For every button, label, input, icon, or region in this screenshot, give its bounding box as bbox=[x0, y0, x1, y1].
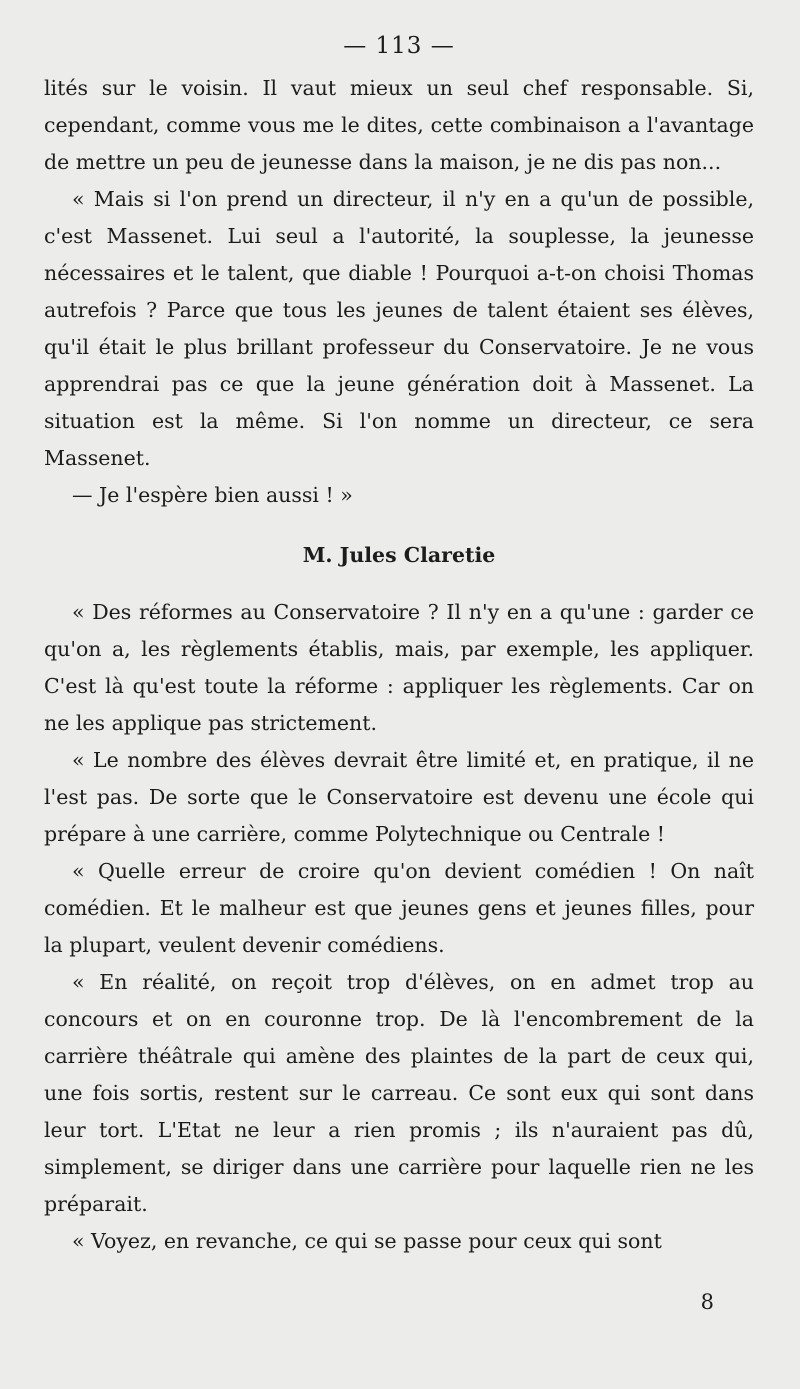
body-text bbox=[44, 70, 754, 1260]
paragraph: « Quelle erreur de croire qu'on devient comédien ! On naît comédien. Et le malheur est que jeunes gens et jeunes filles, pour la plupart, veulent devenir comédiens. bbox=[44, 859, 754, 957]
signature-mark: 8 bbox=[700, 1290, 714, 1314]
paragraph: lités sur le voisin. Il vaut mieux un seul chef responsable. Si, cependant, comme vous me le dites, cette combinaison a l'avantage de mettre un peu de jeunesse dans la maison, je ne dis pas non... bbox=[44, 76, 754, 174]
paragraph: « Mais si l'on prend un directeur, il n'y en a qu'un de possible, c'est Massenet. Lui seul a l'autorité, la souplesse, la jeunesse nécessaires et le talent, que diable ! Pourquoi a-t-on choisi Thomas autrefois ? Parce que tous les jeunes de talent étaient ses élèves, qu'il était le plus brillant professeur du Conservatoire. Je ne vous apprendrai pas ce que la jeune génération doit à Massenet. La situation est la même. Si l'on nomme un directeur, ce sera Massenet. bbox=[44, 187, 754, 470]
paragraph: — Je l'espère bien aussi ! » bbox=[72, 483, 353, 507]
section-heading: M. Jules Claretie bbox=[302, 543, 496, 567]
paragraph: « Le nombre des élèves devrait être limité et, en pratique, il ne l'est pas. De sorte que le Conservatoire est devenu une école qui prépare à une carrière, comme Polytechnique ou Centrale ! bbox=[44, 748, 754, 846]
paragraph: « En réalité, on reçoit trop d'élèves, on en admet trop au concours et on en couronne trop. De là l'encombrement de la carrière théâtrale qui amène des plaintes de la part de ceux qui, une fois sortis, restent sur le carreau. Ce sont eux qui sont dans leur tort. L'Etat ne leur a rien promis ; ils n'auraient pas dû, simplement, se diriger dans une carrière pour laquelle rien ne les préparait. bbox=[44, 970, 754, 1216]
page-number: — 113 — bbox=[343, 33, 455, 59]
paragraph: « Des réformes au Conservatoire ? Il n'y en a qu'une : garder ce qu'on a, les règlements établis, mais, par exemple, les appliquer. C'est là qu'est toute la réforme : appliquer les règlements. Car on ne les applique pas strictement. bbox=[44, 600, 754, 735]
paragraph: « Voyez, en revanche, ce qui se passe pour ceux qui sont bbox=[72, 1229, 662, 1253]
